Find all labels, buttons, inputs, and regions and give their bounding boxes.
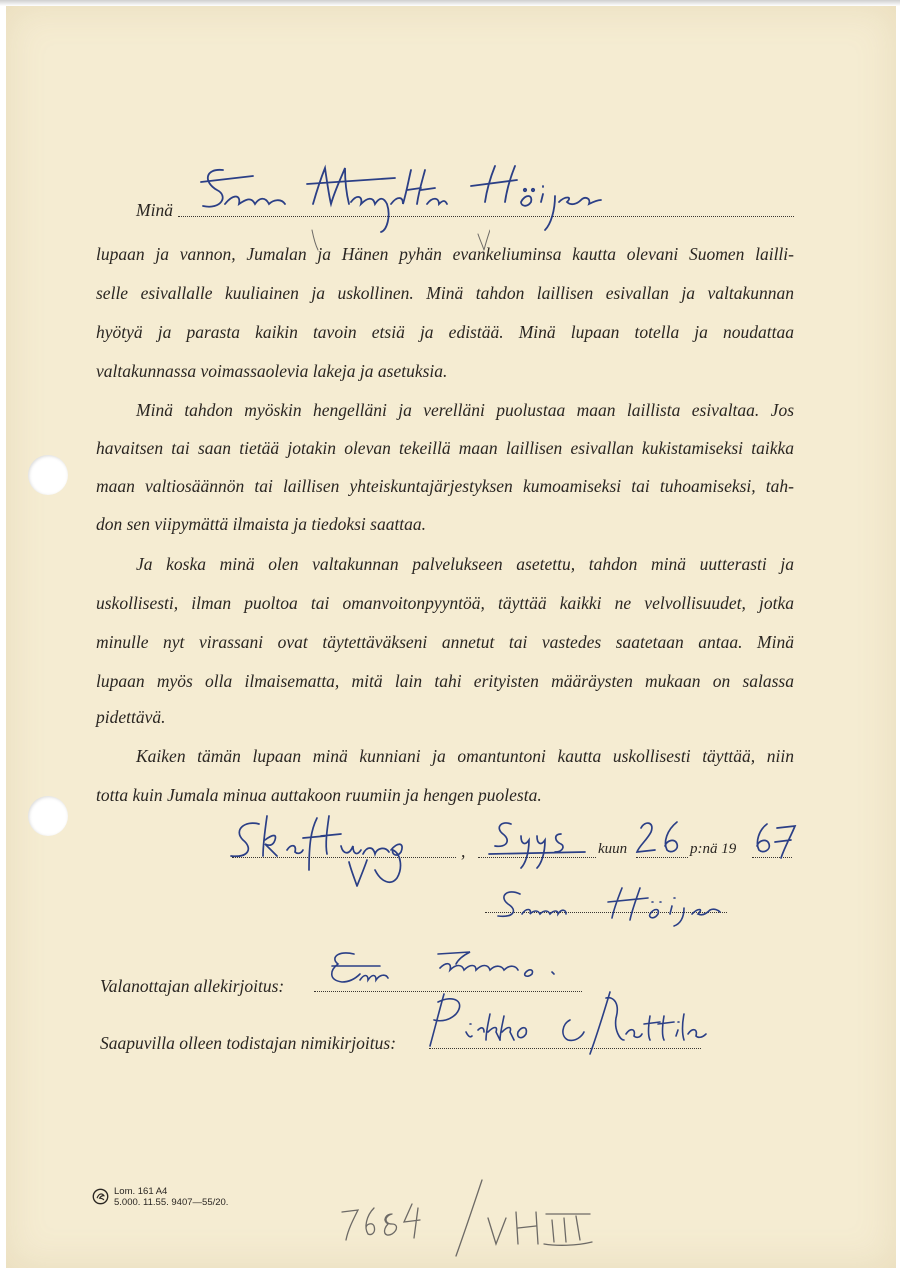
- oath-text-line-6: havaitsen tai saan tietää jotakin olevan tekeillä maan laillisen esivallan kukistamiseksi taikka: [96, 438, 794, 458]
- witness-signature: [420, 984, 720, 1064]
- printer-logo-icon: [92, 1188, 109, 1205]
- oath-taker-signature: [480, 880, 740, 930]
- punch-hole-lower: [28, 796, 68, 836]
- pna-label: p:nä 19: [690, 841, 737, 857]
- oath-text-line-10: uskollisesti, ilman puoltoa tai omanvoitonpyyntöä, täyttää kaikki ne velvollisuudet, jotka: [96, 593, 794, 613]
- punch-hole-upper: [28, 455, 68, 495]
- oath-text-line-14: Kaiken tämän lupaan minä kunniani ja omantuntoni kautta uskollisesti täyttää, niin: [136, 746, 794, 766]
- intro-label: Minä: [136, 200, 173, 220]
- oath-text-line-15: totta kuin Jumala minua auttakoon ruumiin ja hengen puolesta.: [96, 785, 542, 805]
- oath-text-line-1: lupaan ja vannon, Jumalan ja Hänen pyhän evankeliuminsa kautta olevani Suomen lailli-: [96, 244, 794, 264]
- date-comma: ,: [461, 841, 466, 861]
- form-code: Lom. 161 A4: [114, 1186, 168, 1197]
- oath-text-line-7: maan valtiosäännön tai laillisen yhteiskuntajärjestyksen kumoamiseksi tai tuhoamiseksi, tah-: [96, 476, 794, 496]
- oath-text-line-13: pidettävä.: [96, 707, 166, 727]
- oath-text-line-12: lupaan myös olla ilmaisematta, mitä lain tahi erityisten määräysten mukaan on salassa: [96, 671, 794, 691]
- oath-text-line-3: hyötyä ja parasta kaikin tavoin etsiä ja edistää. Minä lupaan totella ja noudattaa: [96, 322, 794, 342]
- oath-text-line-8: don sen viipymättä ilmaista ja tiedoksi saattaa.: [96, 514, 427, 534]
- receiver-label: Valanottajan allekirjoitus:: [100, 976, 285, 996]
- oath-text-line-2: selle esivallalle kuuliainen ja uskollinen. Minä tahdon laillisen esivallan ja valtakunnan: [96, 283, 794, 303]
- date-handwriting: [225, 810, 805, 890]
- oath-text-line-5: Minä tahdon myöskin hengelläni ja verelläni puolustaa maan laillista esivaltaa. Jos: [136, 400, 794, 420]
- oath-text-line-9: Ja koska minä olen valtakunnan palvelukseen asetettu, tahdon minä uutterasti ja: [136, 554, 794, 574]
- print-info: 5.000. 11.55. 9407—55/20.: [114, 1197, 229, 1208]
- oath-text-line-4: valtakunnassa voimassaolevia lakeja ja asetuksia.: [96, 361, 448, 381]
- oath-text-line-11: minulle nyt virassani ovat täytettäväkseni annetut tai vastedes saatetaan antaa. Minä: [96, 632, 794, 652]
- witness-label: Saapuvilla olleen todistajan nimikirjoitus:: [100, 1033, 397, 1053]
- archive-number-pencil: [340, 1178, 600, 1258]
- kuun-label: kuun: [598, 841, 628, 857]
- form-footer: [114, 1186, 228, 1208]
